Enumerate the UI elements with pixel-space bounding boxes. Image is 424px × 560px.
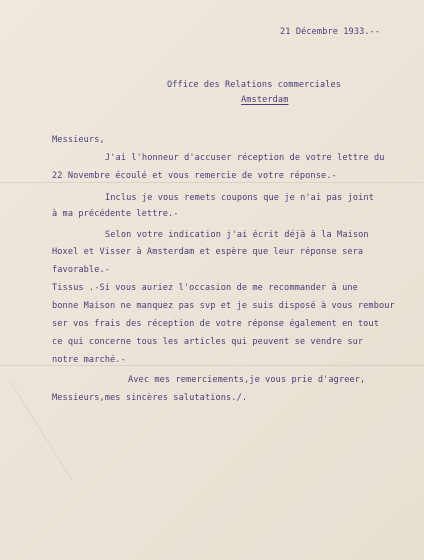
body-line: notre marché.-: [52, 355, 126, 365]
recipient-line-2: Amsterdam: [241, 95, 289, 105]
closing-line: Avec mes remerciements,je vous prie d'agreer,: [128, 375, 366, 385]
body-line: Tissus .-Si vous auriez l'occasion de me recommander à une: [52, 283, 358, 293]
body-line: à ma précédente lettre.-: [52, 209, 179, 219]
body-line: ce qui concerne tous les articles qui peuvent se vendre sur: [52, 337, 364, 347]
closing-line: Messieurs,mes sincères salutations./.: [52, 393, 248, 403]
recipient-line-1: Office des Relations commerciales: [167, 80, 342, 90]
body-line: Inclus je vous remets coupons que je n'ai pas joint: [105, 193, 374, 203]
body-line: Selon votre indication j'ai écrit déjà à la Maison: [105, 230, 369, 240]
body-line: 22 Novembre écoulé et vous remercie de votre réponse.-: [52, 171, 337, 181]
salutation: Messieurs,: [52, 135, 105, 145]
body-line: Hoxel et Visser à Amsterdam et espère que leur réponse sera: [52, 247, 364, 257]
body-line: bonne Maison ne manquez pas svp et je suis disposé à vous rembour: [52, 301, 395, 311]
body-line: ser vos frais des réception de votre réponse également en tout: [52, 319, 379, 329]
letter-date: 21 Décembre 1933.--: [280, 27, 381, 37]
body-line: J'ai l'honneur d'accuser réception de votre lettre du: [105, 153, 385, 163]
body-line: favorable.-: [52, 265, 111, 275]
paper-fold: [0, 182, 424, 183]
